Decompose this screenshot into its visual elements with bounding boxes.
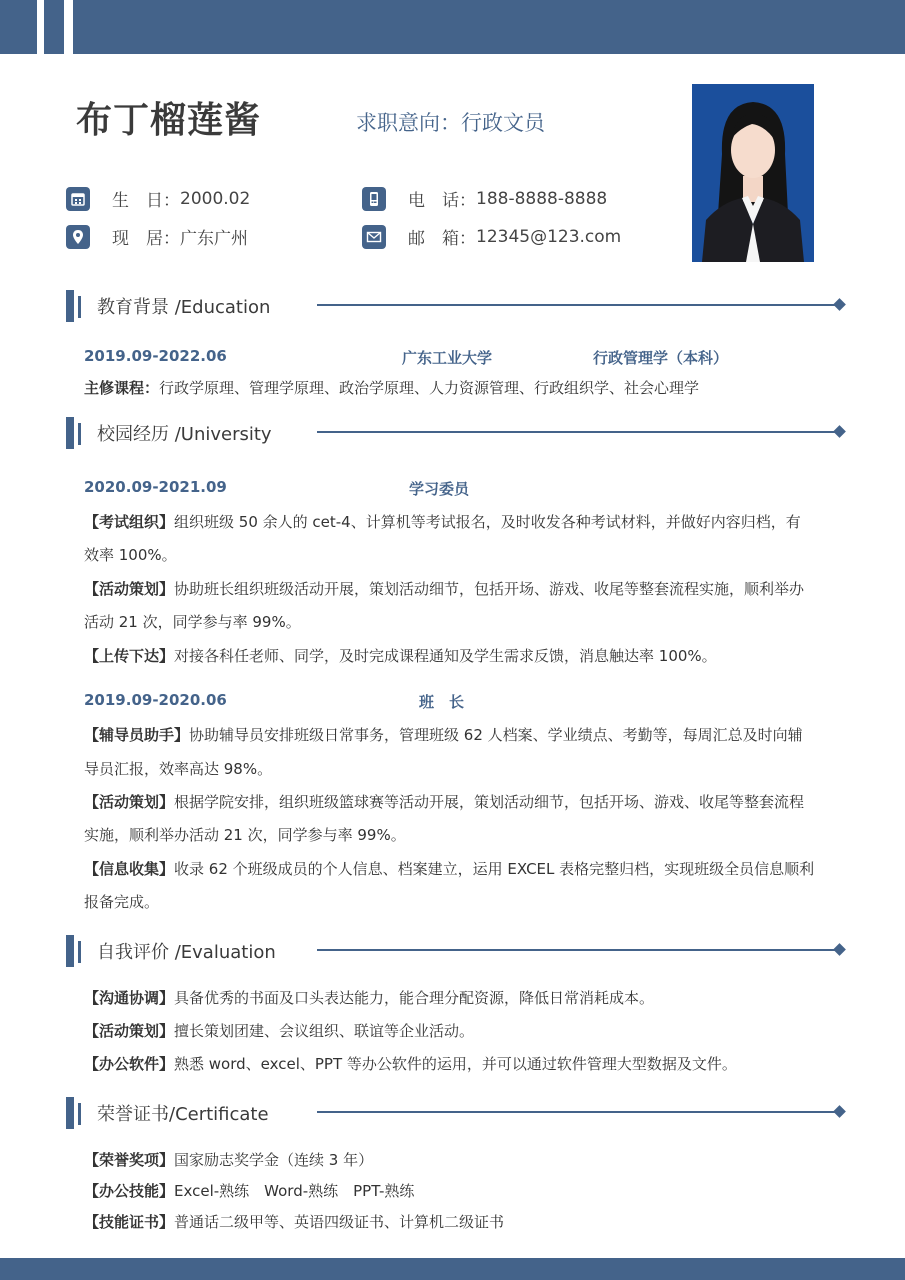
- campus-2-role: 班 长: [419, 693, 465, 711]
- calendar-icon: [66, 187, 90, 211]
- item-text: 根据学院安排，组织班级篮球赛等活动开展，策划活动细节，包括开场、游戏、收尾等整套流程: [174, 793, 805, 811]
- section-divider-diamond: [833, 425, 846, 438]
- certificate-item-3: [84, 1211, 504, 1232]
- section-divider-line: [317, 1111, 839, 1113]
- university-section-header: [66, 417, 846, 449]
- phone-icon: [362, 187, 386, 211]
- university-title: 校园经历 /University: [97, 424, 272, 445]
- campus-1-item-2-line-2: 活动 21 次，同学参与率 99%。: [84, 613, 301, 631]
- item-tag: 【活动策划】: [84, 580, 175, 598]
- education-title: 教育背景 /Education: [97, 297, 271, 318]
- birthday-row: [66, 186, 250, 211]
- section-marker: [66, 935, 74, 967]
- evaluation-item-1: [84, 987, 654, 1008]
- campus-1-item-1-line-1: [84, 511, 801, 532]
- campus-2-item-1-line-2: 导员汇报，效率高达 98%。: [84, 760, 273, 778]
- email-label: 邮 箱：: [408, 229, 476, 249]
- campus-2-date: 2019.09-2020.06: [84, 691, 227, 709]
- campus-2-item-1-line-1: [84, 724, 803, 745]
- section-marker: [66, 417, 74, 449]
- section-marker-thin: [78, 423, 81, 445]
- section-marker-thin: [78, 941, 81, 963]
- section-divider-line: [317, 949, 839, 951]
- item-tag: 【技能证书】: [84, 1213, 175, 1231]
- item-tag: 【活动策划】: [84, 1022, 175, 1040]
- top-decor-bar: [0, 0, 905, 54]
- evaluation-item-3: [84, 1053, 737, 1074]
- item-tag: 【办公技能】: [84, 1182, 175, 1200]
- section-divider-line: [317, 431, 839, 433]
- campus-1-item-3-line-1: [84, 645, 717, 666]
- item-text: 具备优秀的书面及口头表达能力，能合理分配资源，降低日常消耗成本。: [174, 989, 655, 1007]
- item-tag: 【办公软件】: [84, 1055, 175, 1073]
- certificate-section-header: [66, 1097, 846, 1129]
- campus-2-item-2-line-1: [84, 791, 804, 812]
- certificate-item-1: [84, 1149, 373, 1170]
- item-tag: 【沟通协调】: [84, 989, 175, 1007]
- courses-text: 行政学原理、管理学原理、政治学原理、人力资源管理、行政组织学、社会心理学: [159, 379, 700, 397]
- section-marker-thin: [78, 1103, 81, 1125]
- birthday-label: 生 日：: [112, 191, 180, 211]
- section-divider-line: [317, 304, 839, 306]
- courses-line: [84, 377, 699, 398]
- item-text: 熟悉 word、excel、PPT 等办公软件的运用，并可以通过软件管理大型数据及文件。: [174, 1055, 737, 1073]
- campus-2-item-3-line-2: 报备完成。: [84, 893, 160, 911]
- section-marker: [66, 1097, 74, 1129]
- education-date: 2019.09-2022.06: [84, 347, 227, 365]
- education-major: 行政管理学（本科）: [593, 349, 729, 367]
- campus-1-item-1-line-2: 效率 100%。: [84, 546, 177, 564]
- item-text: 国家励志奖学金（连续 3 年）: [174, 1151, 374, 1169]
- item-tag: 【活动策划】: [84, 793, 175, 811]
- portrait-illustration: [692, 84, 814, 262]
- phone-value: 188-8888-8888: [476, 188, 608, 209]
- courses-label: 主修课程：: [84, 379, 160, 397]
- education-section-header: [66, 290, 846, 322]
- top-bar-block-3: [73, 0, 905, 54]
- item-text: 组织班级 50 余人的 cet-4、计算机等考试报名，及时收发各种考试材料，并做好内容归档，有: [174, 513, 801, 531]
- job-intention: 求职意向：行政文员: [356, 111, 545, 135]
- evaluation-section-header: [66, 935, 846, 967]
- campus-1-item-2-line-1: [84, 578, 804, 599]
- item-text: 收录 62 个班级成员的个人信息、档案建立，运用 EXCEL 表格完整归档，实现班级全员信息顺利: [174, 860, 815, 878]
- candidate-name: 布丁榴莲酱: [76, 100, 262, 141]
- education-school: 广东工业大学: [402, 349, 493, 367]
- item-tag: 【辅导员助手】: [84, 726, 190, 744]
- campus-1-date: 2020.09-2021.09: [84, 478, 227, 496]
- residence-label: 现 居：: [112, 229, 180, 249]
- item-tag: 【上传下达】: [84, 647, 175, 665]
- item-text: 对接各科任老师、同学，及时完成课程通知及学生需求反馈，消息触达率 100%。: [174, 647, 717, 665]
- bottom-decor-bar: [0, 1258, 905, 1280]
- campus-2-item-3-line-1: [84, 858, 814, 879]
- certificate-item-2: [84, 1180, 414, 1201]
- envelope-icon: [362, 225, 386, 249]
- phone-row: [362, 186, 607, 211]
- top-bar-block-1: [0, 0, 37, 54]
- item-tag: 【荣誉奖项】: [84, 1151, 175, 1169]
- item-text: 普通话二级甲等、英语四级证书、计算机二级证书: [174, 1213, 505, 1231]
- section-marker: [66, 290, 74, 322]
- section-divider-diamond: [833, 298, 846, 311]
- section-divider-diamond: [833, 1105, 846, 1118]
- location-pin-icon: [66, 225, 90, 249]
- item-text: 擅长策划团建、会议组织、联谊等企业活动。: [174, 1022, 475, 1040]
- profile-photo: [692, 84, 814, 262]
- certificate-title: 荣誉证书/Certificate: [97, 1104, 269, 1125]
- email-row: [362, 224, 621, 249]
- residence-value: 广东广州: [180, 229, 248, 249]
- phone-label: 电 话：: [408, 191, 476, 211]
- item-text: 协助辅导员安排班级日常事务，管理班级 62 人档案、学业绩点、考勤等，每周汇总及时向辅: [189, 726, 803, 744]
- item-text: 协助班长组织班级活动开展，策划活动细节，包括开场、游戏、收尾等整套流程实施，顺利举办: [174, 580, 805, 598]
- campus-2-item-2-line-2: 实施，顺利举办活动 21 次，同学参与率 99%。: [84, 826, 406, 844]
- email-value: 12345@123.com: [476, 226, 622, 247]
- campus-1-role: 学习委员: [409, 480, 470, 498]
- item-tag: 【信息收集】: [84, 860, 175, 878]
- section-divider-diamond: [833, 943, 846, 956]
- birthday-value: 2000.02: [180, 188, 251, 209]
- top-bar-block-2: [44, 0, 64, 54]
- item-tag: 【考试组织】: [84, 513, 175, 531]
- residence-row: [66, 224, 248, 249]
- item-text: Excel-熟练 Word-熟练 PPT-熟练: [174, 1182, 415, 1200]
- evaluation-title: 自我评价 /Evaluation: [97, 942, 276, 963]
- section-marker-thin: [78, 296, 81, 318]
- evaluation-item-2: [84, 1020, 474, 1041]
